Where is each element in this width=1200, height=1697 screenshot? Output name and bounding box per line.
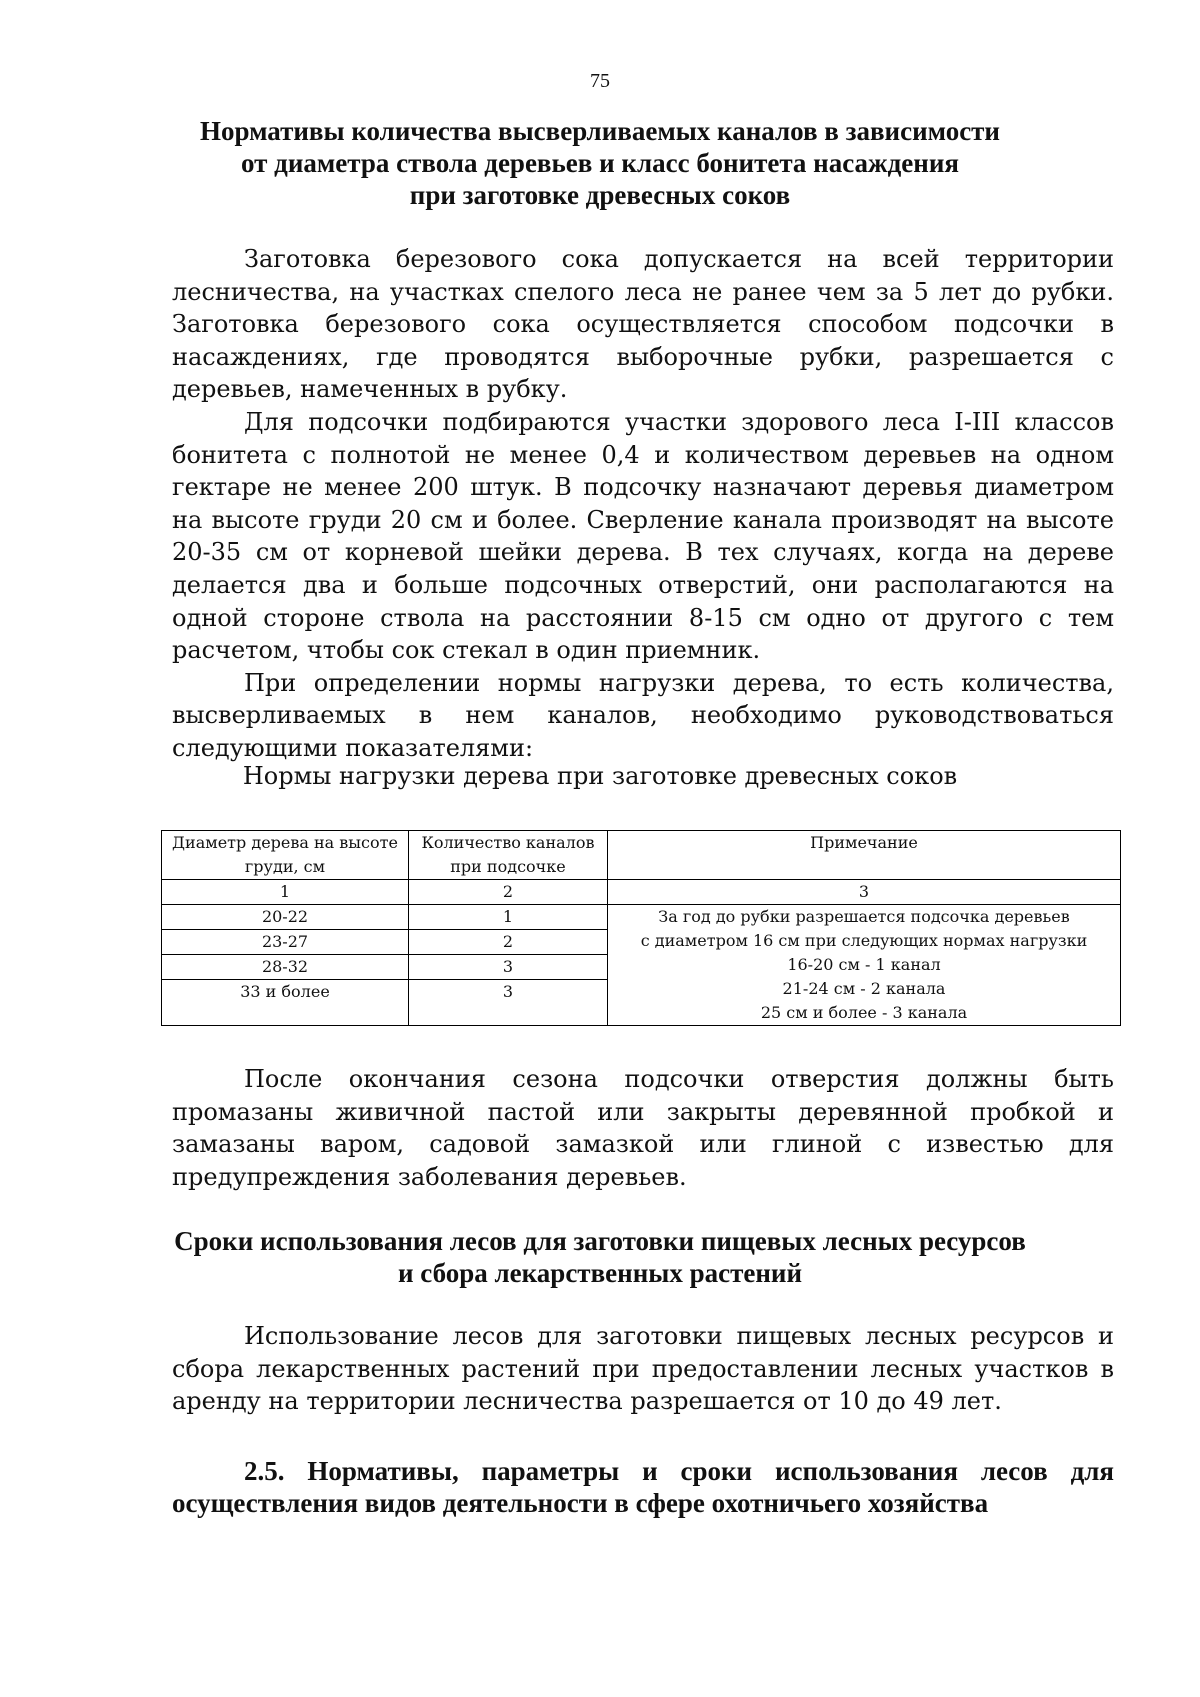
heading-sap-norms <box>150 115 1050 211</box>
cell-note <box>608 905 1121 1026</box>
paragraph: Использование лесов для заготовки пищевых лесных ресурсов и сбора лекарственных растений при предоставлении лесных участков в аренду на территории лесничества разрешается от 10 до 49 лет. <box>172 1322 1114 1416</box>
note-line: 16-20 см - 1 канал <box>787 955 941 974</box>
heading-word: для <box>1070 1456 1114 1486</box>
cell-diameter: 20-22 <box>162 905 409 930</box>
heading-word: параметры <box>481 1456 620 1486</box>
page-number: 75 <box>590 70 610 92</box>
paragraph: При определении нормы нагрузки дерева, то есть количества, высверливаемых в нем каналов, необходимо руководствоваться следующими показателями: <box>172 668 1114 762</box>
heading-section-2-5 <box>172 1455 1114 1519</box>
cell-channels: 3 <box>409 955 608 980</box>
paragraph: После окончания сезона подсочки отверстия должны быть промазаны живичной пастой или закрыты деревянной пробкой и замазаны варом, садовой замазкой или глиной с известью для предупреждения заболевания деревьев. <box>172 1065 1114 1191</box>
header-diameter: Диаметр дерева на высоте груди, см <box>162 831 409 880</box>
table-column-number-row <box>162 880 1121 905</box>
heading-line: при заготовке древесных соков <box>409 180 791 210</box>
section-number: 2.5. <box>244 1456 285 1486</box>
heading-line: от диаметра ствола деревьев и класс бонитета насаждения <box>241 148 959 178</box>
heading-line: и сбора лекарственных растений <box>398 1258 802 1288</box>
note-line: За год до рубки разрешается подсочка деревьев <box>658 907 1070 926</box>
column-number: 3 <box>608 880 1121 905</box>
heading-word: и <box>642 1456 658 1486</box>
table-row <box>162 905 1121 930</box>
table-caption: Нормы нагрузки дерева при заготовке древесных соков <box>242 762 958 790</box>
heading-line: осуществления видов деятельности в сфере охотничьего хозяйства <box>172 1488 989 1518</box>
header-note: Примечание <box>608 831 1121 880</box>
note-line: 25 см и более - 3 канала <box>760 1003 968 1022</box>
heading-word: сроки <box>680 1456 753 1486</box>
heading-word: использования <box>774 1456 958 1486</box>
column-number: 2 <box>409 880 608 905</box>
paragraph: Для подсочки подбираются участки здорового леса I-III классов бонитета с полнотой не менее 0,4 и количеством деревьев на одном гектаре не менее 200 штук. В подсочку назначают деревья диаметром на высоте груди 20 см и более. Сверление канала производят на высоте 20-35 см от корневой шейки дерева. В тех случаях, когда на дереве делается два и больше подсочных отверстий, они располагаются на одной стороне ствола на расстоянии 8-15 см одно от другого с тем расчетом, чтобы сок стекал в один приемник. <box>172 407 1114 665</box>
intro-paragraphs <box>172 243 1114 765</box>
cell-channels: 2 <box>409 930 608 955</box>
heading-line: Нормативы количества высверливаемых каналов в зависимости <box>199 116 1000 146</box>
heading-word: лесов <box>980 1456 1048 1486</box>
heading-line <box>172 1455 1114 1487</box>
note-line: 21-24 см - 2 канала <box>782 979 946 998</box>
cell-diameter: 28-32 <box>162 955 409 980</box>
cell-diameter: 33 и более <box>162 980 409 1026</box>
cell-diameter: 23-27 <box>162 930 409 955</box>
column-number: 1 <box>162 880 409 905</box>
after-table-paragraph <box>172 1063 1114 1193</box>
note-line: с диаметром 16 см при следующих нормах нагрузки <box>640 931 1088 950</box>
cell-channels: 3 <box>409 980 608 1026</box>
load-norms-table <box>161 830 1121 1026</box>
table-header-row <box>162 831 1121 880</box>
heading-line: Сроки использования лесов для заготовки пищевых лесных ресурсов <box>174 1226 1026 1256</box>
section2-paragraph <box>172 1320 1114 1418</box>
paragraph: Заготовка березового сока допускается на всей территории лесничества, на участках спелого леса не ранее чем за 5 лет до рубки. Заготовка березового сока осуществляется способом подсочки в насаждениях, где проводятся выборочные рубки, разрешается с деревьев, намеченных в рубку. <box>172 245 1114 404</box>
heading-word: Нормативы, <box>307 1456 459 1486</box>
header-channels: Количество каналов при подсочке <box>409 831 608 880</box>
cell-channels: 1 <box>409 905 608 930</box>
heading-food-resources <box>150 1225 1050 1289</box>
